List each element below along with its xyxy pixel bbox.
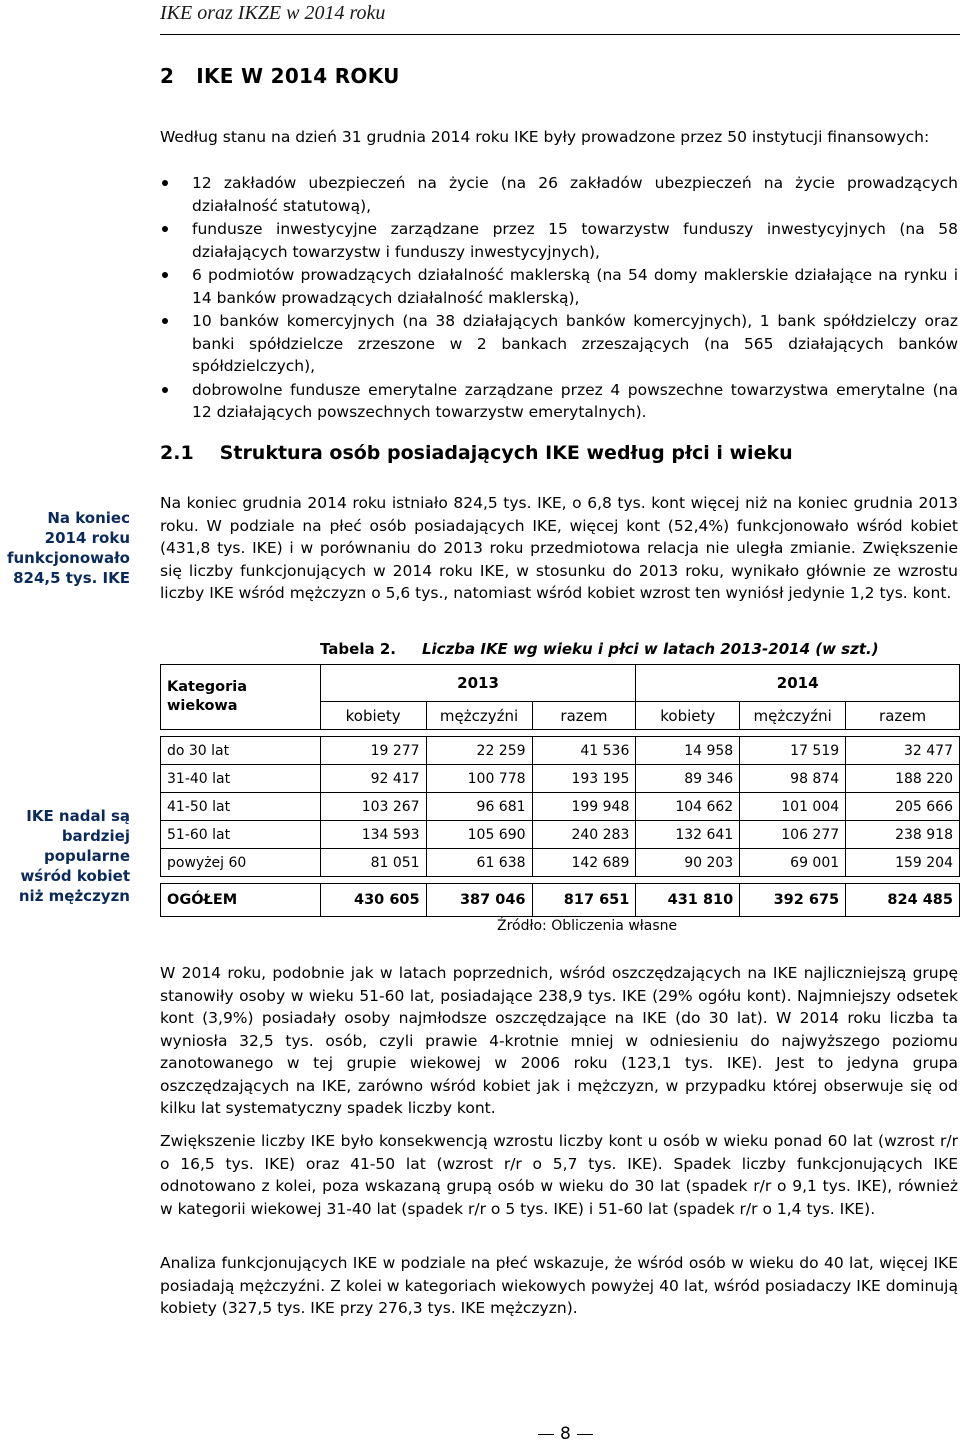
table-cell: 103 267 <box>320 793 426 821</box>
table-cell: 89 346 <box>636 765 740 793</box>
table-caption-label: Tabela 2. <box>320 640 396 658</box>
institution-list <box>160 172 958 425</box>
ike-age-gender-table <box>160 664 960 917</box>
table-cell: 238 918 <box>846 821 960 849</box>
table-cell: 193 195 <box>532 765 636 793</box>
table-cell: 824 485 <box>846 884 960 917</box>
table-cell: 92 417 <box>320 765 426 793</box>
list-item: 12 zakładów ubezpieczeń na życie (na 26 zakładów ubezpieczeń na życie prowadzących działalność statutową), <box>160 172 958 217</box>
table-cell: 430 605 <box>320 884 426 917</box>
table-cell: 96 681 <box>426 793 532 821</box>
table-header-cell: kobiety <box>320 702 426 730</box>
table-cell: 240 283 <box>532 821 636 849</box>
page-number-value: 8 <box>560 1424 571 1444</box>
table-cell: 100 778 <box>426 765 532 793</box>
table-source: Źródło: Obliczenia własne <box>497 918 678 934</box>
table-cell: 106 277 <box>740 821 846 849</box>
table-header-category: Kategoria wiekowa <box>161 665 321 730</box>
table-cell: 199 948 <box>532 793 636 821</box>
table-cell: 392 675 <box>740 884 846 917</box>
table-cell: 134 593 <box>320 821 426 849</box>
table-cell: 98 874 <box>740 765 846 793</box>
table-cell: 142 689 <box>532 849 636 877</box>
table-cell: 205 666 <box>846 793 960 821</box>
table-cell: 188 220 <box>846 765 960 793</box>
table-cell: OGÓŁEM <box>161 884 321 917</box>
table-row <box>161 793 960 821</box>
table-header-cell: kobiety <box>636 702 740 730</box>
table-header-year: 2014 <box>636 665 960 702</box>
section-title: IKE W 2014 ROKU <box>196 64 400 88</box>
table-spacer <box>161 730 960 737</box>
table-header-cell: razem <box>846 702 960 730</box>
table-cell: do 30 lat <box>161 737 321 765</box>
paragraph: Analiza funkcjonujących IKE w podziale na płeć wskazuje, że wśród osób w wieku do 40 lat, więcej IKE posiadają mężczyźni. Z kolei w kategoriach wiekowych powyżej 40 lat, wśród posiadaczy IKE dominują kobiety (327,5 tys. IKE przy 276,3 tys. IKE mężczyzn). <box>160 1254 958 1317</box>
table-cell: 132 641 <box>636 821 740 849</box>
table-cell: 31-40 lat <box>161 765 321 793</box>
paragraph: Zwiększenie liczby IKE było konsekwencją wzrostu liczby kont u osób w wieku ponad 60 lat (wzrost r/r o 16,5 tys. IKE) oraz 41-50 lat (wzrost r/r o 5,7 tys. IKE). Spadek liczby funkcjonujących IKE odnotowano z kolei, poza wskazaną grupą osób w wieku do 30 lat (spadek r/r o 9,1 tys. IKE), również w kategorii wiekowej 31-40 lat (spadek r/r o 5 tys. IKE) i 51-60 lat (spadek r/r o 1,4 tys. IKE). <box>160 1132 958 1218</box>
header-rule <box>160 34 960 35</box>
table-header-cell: razem <box>532 702 636 730</box>
table-cell: 101 004 <box>740 793 846 821</box>
list-item: 6 podmiotów prowadzących działalność maklerską (na 54 domy maklerskie działające na rynku i 14 banków prowadzących działalność maklerską), <box>160 264 958 309</box>
table-row <box>161 821 960 849</box>
table-header-cell: mężczyźni <box>426 702 532 730</box>
paragraph: Na koniec grudnia 2014 roku istniało 824,5 tys. IKE, o 6,8 tys. kont więcej niż na koniec grudnia 2013 roku. W podziale na płeć osób posiadających IKE, więcej kont (52,4%) funkcjonowało wśród kobiet (431,8 tys. IKE) i w porównaniu do 2013 roku przedmiotowa relacja nie uległa zmianie. Zwiększenie się liczby funkcjonujących w 2014 roku IKE, w stosunku do 2013 roku, wynikało głównie ze wzrostu liczby IKE wśród mężczyzn o 5,6 tys., natomiast wśród kobiet wzrost ten wyniósł jedynie 1,2 tys. kont. <box>160 494 958 602</box>
table-cell: 159 204 <box>846 849 960 877</box>
page-number <box>532 1424 599 1444</box>
page-number-dash <box>577 1434 593 1435</box>
section-heading <box>160 64 400 88</box>
table-total-row <box>161 884 960 917</box>
table-cell: 90 203 <box>636 849 740 877</box>
table-caption <box>320 640 879 658</box>
running-header: IKE oraz IKZE w 2014 roku <box>160 2 386 24</box>
table-cell: powyżej 60 <box>161 849 321 877</box>
list-item: fundusze inwestycyjne zarządzane przez 15 towarzystw funduszy inwestycyjnych (na 58 działających towarzystw i funduszy inwestycyjnych), <box>160 218 958 263</box>
table-spacer <box>161 877 960 884</box>
table-row <box>161 849 960 877</box>
table-cell: 22 259 <box>426 737 532 765</box>
paragraph: W 2014 roku, podobnie jak w latach poprzednich, wśród oszczędzających na IKE najliczniejszą grupę stanowiły osoby w wieku 51-60 lat, posiadające 238,9 tys. IKE (29% ogółu kont). Najmniejszy odsetek kont (3,9%) posiadały osoby najmłodsze oszczędzające na IKE (do 30 lat). W 2014 roku liczba ta wyniosła 32,5 tys. osób, czyli prawie 4-krotnie mniej w odniesieniu do najwyższego poziomu zanotowanego w tej grupie wiekowej w 2006 roku (123,1 tys. IKE). Jest to jedyna grupa oszczędzających na IKE, zarówno wśród kobiet jak i mężczyzn, w przypadku której obserwuje się od kilku lat systematyczny spadek liczby kont. <box>160 964 958 1117</box>
table-cell: 17 519 <box>740 737 846 765</box>
table-cell: 41 536 <box>532 737 636 765</box>
subsection-number: 2.1 <box>160 442 194 464</box>
table-row <box>161 765 960 793</box>
table-caption-title: Liczba IKE wg wieku i płci w latach 2013-2014 (w szt.) <box>421 640 879 658</box>
list-item: 10 banków komercyjnych (na 38 działających banków komercyjnych), 1 bank spółdzielczy oraz banki spółdzielcze zrzeszone w 2 bankach zrzeszających (na 565 działających banków spółdzielczych), <box>160 310 958 378</box>
margin-note: Na koniec 2014 roku funkcjonowało 824,5 tys. IKE <box>6 509 130 587</box>
subsection-heading <box>160 442 793 464</box>
table-cell: 431 810 <box>636 884 740 917</box>
subsection-title: Struktura osób posiadających IKE według płci i wieku <box>219 442 793 464</box>
table-row <box>161 737 960 765</box>
table-cell: 32 477 <box>846 737 960 765</box>
table-cell: 41-50 lat <box>161 793 321 821</box>
table-cell: 14 958 <box>636 737 740 765</box>
table-cell: 817 651 <box>532 884 636 917</box>
section-number: 2 <box>160 64 175 88</box>
table-cell: 104 662 <box>636 793 740 821</box>
table-cell: 105 690 <box>426 821 532 849</box>
table-cell: 61 638 <box>426 849 532 877</box>
table-cell: 387 046 <box>426 884 532 917</box>
margin-note: IKE nadal są bardziej popularne wśród kobiet niż mężczyzn <box>18 807 130 905</box>
table-header-year: 2013 <box>320 665 636 702</box>
table-cell: 19 277 <box>320 737 426 765</box>
table-cell: 81 051 <box>320 849 426 877</box>
table-header-cell: mężczyźni <box>740 702 846 730</box>
table-cell: 51-60 lat <box>161 821 321 849</box>
list-item: dobrowolne fundusze emerytalne zarządzane przez 4 powszechne towarzystwa emerytalne (na 12 działających powszechnych towarzystw emerytalnych). <box>160 379 958 424</box>
page-number-dash <box>538 1434 554 1435</box>
section-intro: Według stanu na dzień 31 grudnia 2014 roku IKE były prowadzone przez 50 instytucji finansowych: <box>160 128 930 146</box>
table-cell: 69 001 <box>740 849 846 877</box>
